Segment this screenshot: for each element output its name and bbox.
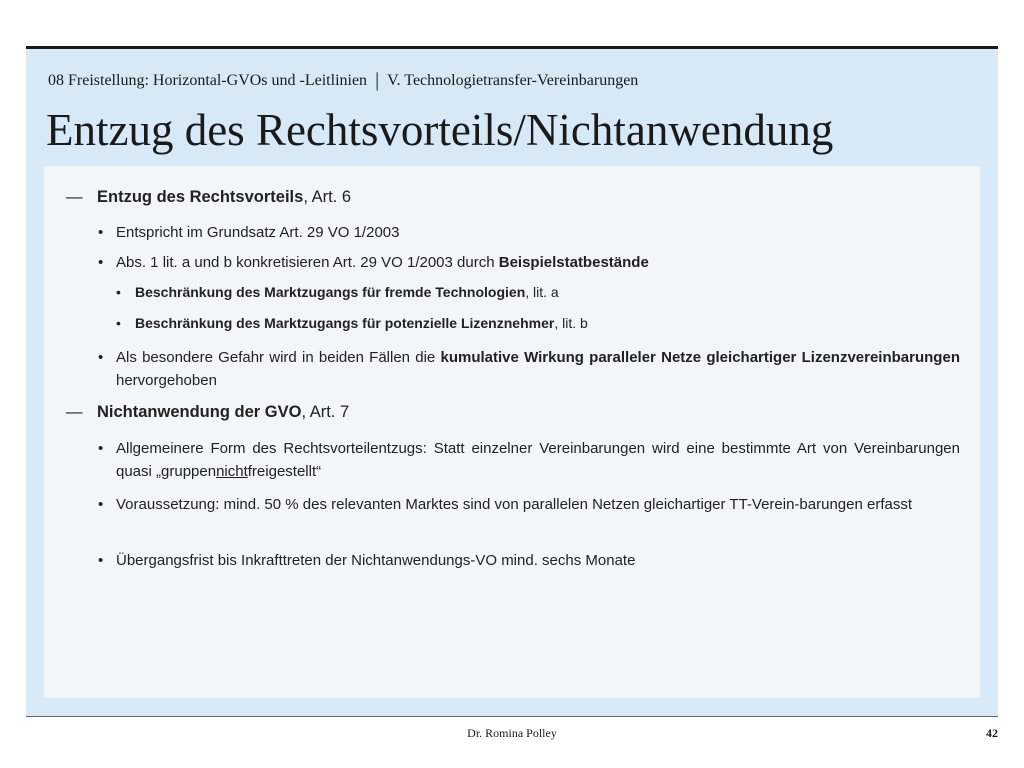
list-item-text	[98, 251, 960, 274]
bullet-icon: •	[116, 315, 121, 331]
list-item-text: Entspricht im Grundsatz Art. 29 VO 1/2003	[116, 224, 400, 241]
breadcrumb-separator: |	[375, 68, 380, 91]
bullet-icon: •	[98, 224, 104, 241]
section-heading-nichtanwendung	[66, 403, 349, 422]
text-run: , lit. a	[525, 284, 559, 300]
list-item-text	[98, 346, 960, 392]
text-run: , lit. b	[554, 315, 588, 331]
footer-author: Dr. Romina Polley	[467, 726, 557, 740]
bottom-rule	[26, 716, 998, 717]
heading-rest: , Art. 6	[303, 188, 351, 206]
list-item	[98, 549, 960, 572]
list-item	[98, 346, 960, 392]
list-item-text	[98, 437, 960, 483]
sub-list-item	[116, 284, 559, 300]
text-run: Allgemeinere Form des Rechtsvorteilentzugs: Statt einzelner Vereinbarungen wird eine bestimmte Art von Vereinbarungen quasi „gruppen	[116, 440, 960, 480]
heading-bold: Nichtanwendung der GVO	[97, 403, 302, 421]
text-run: freigestellt“	[247, 463, 322, 480]
list-item-text: Voraussetzung: mind. 50 % des relevanten Marktes sind von parallelen Netzen gleichartiger TT-Verein-barungen erfasst	[116, 496, 912, 513]
text-run: hervorgehoben	[116, 372, 217, 389]
top-rule	[26, 46, 998, 49]
heading-bold: Entzug des Rechtsvorteils	[97, 188, 304, 206]
list-item-text: Übergangsfrist bis Inkrafttreten der Nichtanwendungs-VO mind. sechs Monate	[116, 552, 636, 569]
breadcrumb-section: 08 Freistellung: Horizontal-GVOs und -Leitlinien	[48, 72, 368, 89]
list-item	[98, 251, 960, 274]
sub-list-item	[116, 315, 588, 331]
dash-icon: —	[66, 403, 83, 421]
list-item	[98, 493, 960, 516]
bullet-icon: •	[98, 349, 104, 366]
breadcrumb	[48, 70, 638, 92]
text-run-bold: Beschränkung des Marktzugangs für potenzielle Lizenznehmer	[135, 315, 555, 331]
dash-icon: —	[66, 188, 83, 206]
breadcrumb-subsection: V. Technologietransfer-Vereinbarungen	[387, 72, 639, 89]
list-item	[98, 437, 960, 483]
text-run-bold: Beschränkung des Marktzugangs für fremde Technologien	[135, 284, 526, 300]
bullet-icon: •	[98, 440, 104, 457]
bullet-icon: •	[98, 496, 104, 513]
text-run-bold: Beispielstatbestände	[498, 254, 649, 271]
page-title: Entzug des Rechtsvorteils/Nichtanwendung	[46, 105, 834, 155]
content-box	[44, 166, 980, 698]
section-heading-entzug	[66, 188, 351, 207]
bullet-icon: •	[98, 254, 104, 271]
bullet-icon: •	[116, 284, 121, 300]
bullet-icon: •	[98, 552, 104, 569]
text-run: Als besondere Gefahr wird in beiden Fällen die	[116, 349, 441, 366]
text-run: Abs. 1 lit. a und b konkretisieren Art. 29 VO 1/2003 durch	[116, 254, 499, 271]
text-run-bold: kumulative Wirkung paralleler Netze gleichartiger Lizenzvereinbarungen	[440, 349, 960, 366]
page-number: 42	[986, 726, 998, 740]
list-item	[98, 221, 960, 244]
text-run-underline: nicht	[216, 463, 248, 480]
heading-rest: , Art. 7	[301, 403, 350, 421]
